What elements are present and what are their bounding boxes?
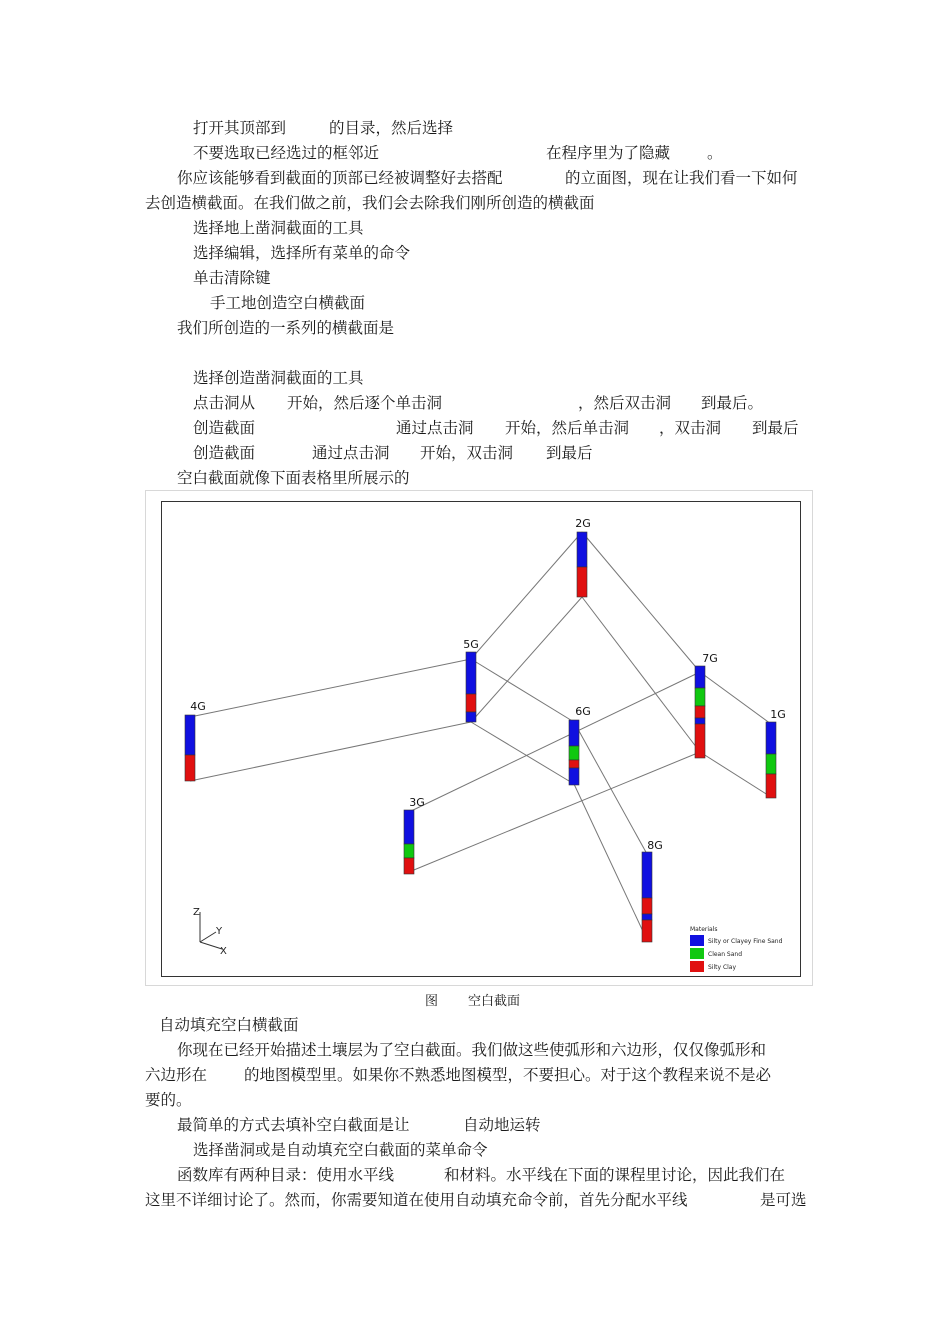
text-segment: 点击洞从 — [193, 394, 256, 412]
text-segment: 在程序里为了隐藏 — [546, 144, 671, 162]
text-segment: ，双击洞 — [659, 419, 722, 437]
text-segment: 开始，然后逐个单击洞 — [287, 394, 443, 412]
layer-clean-sand — [569, 746, 579, 760]
legend-swatch — [690, 948, 704, 959]
layer-silty-sand — [569, 768, 579, 785]
borehole-5G — [463, 638, 479, 722]
borehole-label: 7G — [702, 652, 718, 665]
text-segment: 通过点击洞 — [312, 444, 390, 462]
text-segment: 创造截面 — [193, 444, 256, 462]
borehole-label: 4G — [190, 700, 206, 713]
layer-silty-clay — [569, 760, 579, 768]
text-segment: 选择地上凿洞截面的工具 — [193, 219, 364, 237]
cross-section-figure — [145, 490, 813, 986]
layer-silty-sand — [466, 712, 476, 722]
section-line — [582, 532, 700, 672]
layer-silty-sand — [185, 715, 195, 755]
legend-label: Silty Clay — [708, 964, 737, 971]
borehole-label: 1G — [770, 708, 786, 721]
borehole-label: 8G — [647, 839, 663, 852]
text-segment: 通过点击洞 — [396, 419, 474, 437]
section-line — [700, 672, 771, 724]
section-line — [409, 752, 700, 872]
layer-silty-sand — [569, 720, 579, 746]
text-segment: 开始，然后单击洞 — [505, 419, 630, 437]
text-segment: 的立面图，现在让我们看一下如何 — [565, 169, 798, 187]
layer-silty-sand — [766, 722, 776, 754]
borehole-1G — [766, 708, 786, 798]
text-segment: 创造截面 — [193, 419, 256, 437]
layer-silty-sand — [404, 810, 414, 844]
text-segment: 到最后 — [546, 444, 593, 462]
borehole-6G — [569, 705, 591, 785]
text-segment: 我们所创造的一系列的横截面是 — [177, 319, 395, 337]
section-line — [471, 659, 574, 722]
layer-silty-clay — [404, 858, 414, 874]
borehole-label: 2G — [575, 517, 591, 530]
text-segment: 和材料。水平线在下面的课程里讨论，因此我们在 — [444, 1166, 786, 1184]
layer-silty-sand — [577, 532, 587, 567]
layer-silty-clay — [642, 920, 652, 942]
layer-silty-sand — [695, 718, 705, 724]
layer-silty-sand — [642, 914, 652, 920]
section-line — [190, 722, 471, 781]
text-segment: ，然后双击洞 — [578, 394, 672, 412]
borehole-7G — [695, 652, 718, 758]
section-lines — [190, 532, 771, 940]
text-segment: 六边形在 — [145, 1066, 208, 1084]
legend-swatch — [690, 961, 704, 972]
z-axis-label: Z — [193, 907, 200, 918]
layer-clean-sand — [695, 688, 705, 706]
legend-label: Clean Sand — [708, 951, 743, 958]
layer-silty-clay — [766, 774, 776, 798]
layer-silty-sand — [466, 652, 476, 694]
text-segment: 选择编辑，选择所有菜单的命令 — [193, 244, 411, 262]
x-axis — [200, 942, 222, 949]
legend-label: Silty or Clayey Fine Sand — [708, 938, 783, 945]
y-axis — [200, 932, 216, 942]
text-segment: 自动地运转 — [463, 1116, 541, 1134]
text-segment: 最简单的方式去填补空白截面是让 — [177, 1116, 410, 1134]
section-line — [471, 597, 582, 722]
text-segment: 要的。 — [145, 1091, 192, 1109]
text-segment: 的地图模型里。如果你不熟悉地图模型，不要担心。对于这个教程来说不是必 — [244, 1066, 772, 1084]
layer-silty-sand — [642, 852, 652, 898]
text-segment: 空白截面就像下面表格里所展示的 — [177, 469, 410, 487]
text-segment: 打开其顶部到 — [193, 119, 287, 137]
layer-silty-sand — [695, 666, 705, 688]
section-line — [582, 597, 700, 752]
y-axis-label: Y — [216, 926, 223, 937]
text-segment: 自动填充空白横截面 — [159, 1016, 299, 1034]
section-line — [471, 532, 582, 659]
text-segment: 你应该能够看到截面的顶部已经被调整好去搭配 — [177, 169, 503, 187]
text-segment: 去创造横截面。在我们做之前，我们会去除我们刚所创造的横截面 — [145, 194, 595, 212]
borehole-4G — [185, 700, 206, 781]
section-line — [190, 659, 471, 717]
materials-legend — [690, 926, 783, 972]
layer-silty-clay — [695, 706, 705, 718]
layer-silty-clay — [185, 755, 195, 781]
figure-caption-label: 图 — [425, 994, 439, 1009]
section-line — [574, 784, 647, 940]
text-segment: 你现在已经开始描述土壤层为了空白截面。我们做这些使弧形和六边形，仅仅像弧形和 — [177, 1041, 767, 1059]
legend-title: Materials — [690, 926, 718, 933]
layer-clean-sand — [766, 754, 776, 774]
text-segment: 手工地创造空白横截面 — [210, 294, 366, 312]
borehole-label: 6G — [575, 705, 591, 718]
borehole-label: 5G — [463, 638, 479, 651]
text-segment: 的目录，然后选择 — [329, 119, 454, 137]
legend-swatch — [690, 935, 704, 946]
x-axis-label: X — [220, 946, 227, 957]
text-segment: 单击清除键 — [193, 269, 271, 287]
layer-silty-clay — [466, 694, 476, 712]
section-line — [409, 672, 700, 812]
layer-silty-clay — [577, 567, 587, 597]
text-segment: 到最后。 — [701, 394, 764, 412]
text-segment: 不要选取已经选过的框邻近 — [193, 144, 380, 162]
borehole-label: 3G — [409, 796, 425, 809]
text-segment: 函数库有两种目录：使用水平线 — [177, 1166, 395, 1184]
figure-frame — [161, 501, 801, 977]
section-line — [700, 752, 771, 797]
text-segment: 开始，双击洞 — [420, 444, 514, 462]
text-segment: 这里不详细讨论了。然而，你需要知道在使用自动填充命令前，首先分配水平线 — [145, 1191, 688, 1209]
section-line — [574, 722, 647, 854]
text-segment: 。 — [707, 144, 723, 162]
cross-section-diagram — [162, 502, 800, 976]
text-segment: 选择创造凿洞截面的工具 — [193, 369, 364, 387]
borehole-3G — [404, 796, 425, 874]
layer-clean-sand — [404, 844, 414, 858]
figure-caption: 空白截面 — [468, 994, 521, 1009]
layer-silty-clay — [695, 724, 705, 758]
text-segment: 选择凿洞或是自动填充空白截面的菜单命令 — [193, 1141, 488, 1159]
layer-silty-clay — [642, 898, 652, 914]
borehole-8G — [642, 839, 663, 942]
borehole-2G — [575, 517, 591, 597]
text-segment: 是可选 — [760, 1191, 807, 1209]
text-segment: 到最后 — [752, 419, 799, 437]
